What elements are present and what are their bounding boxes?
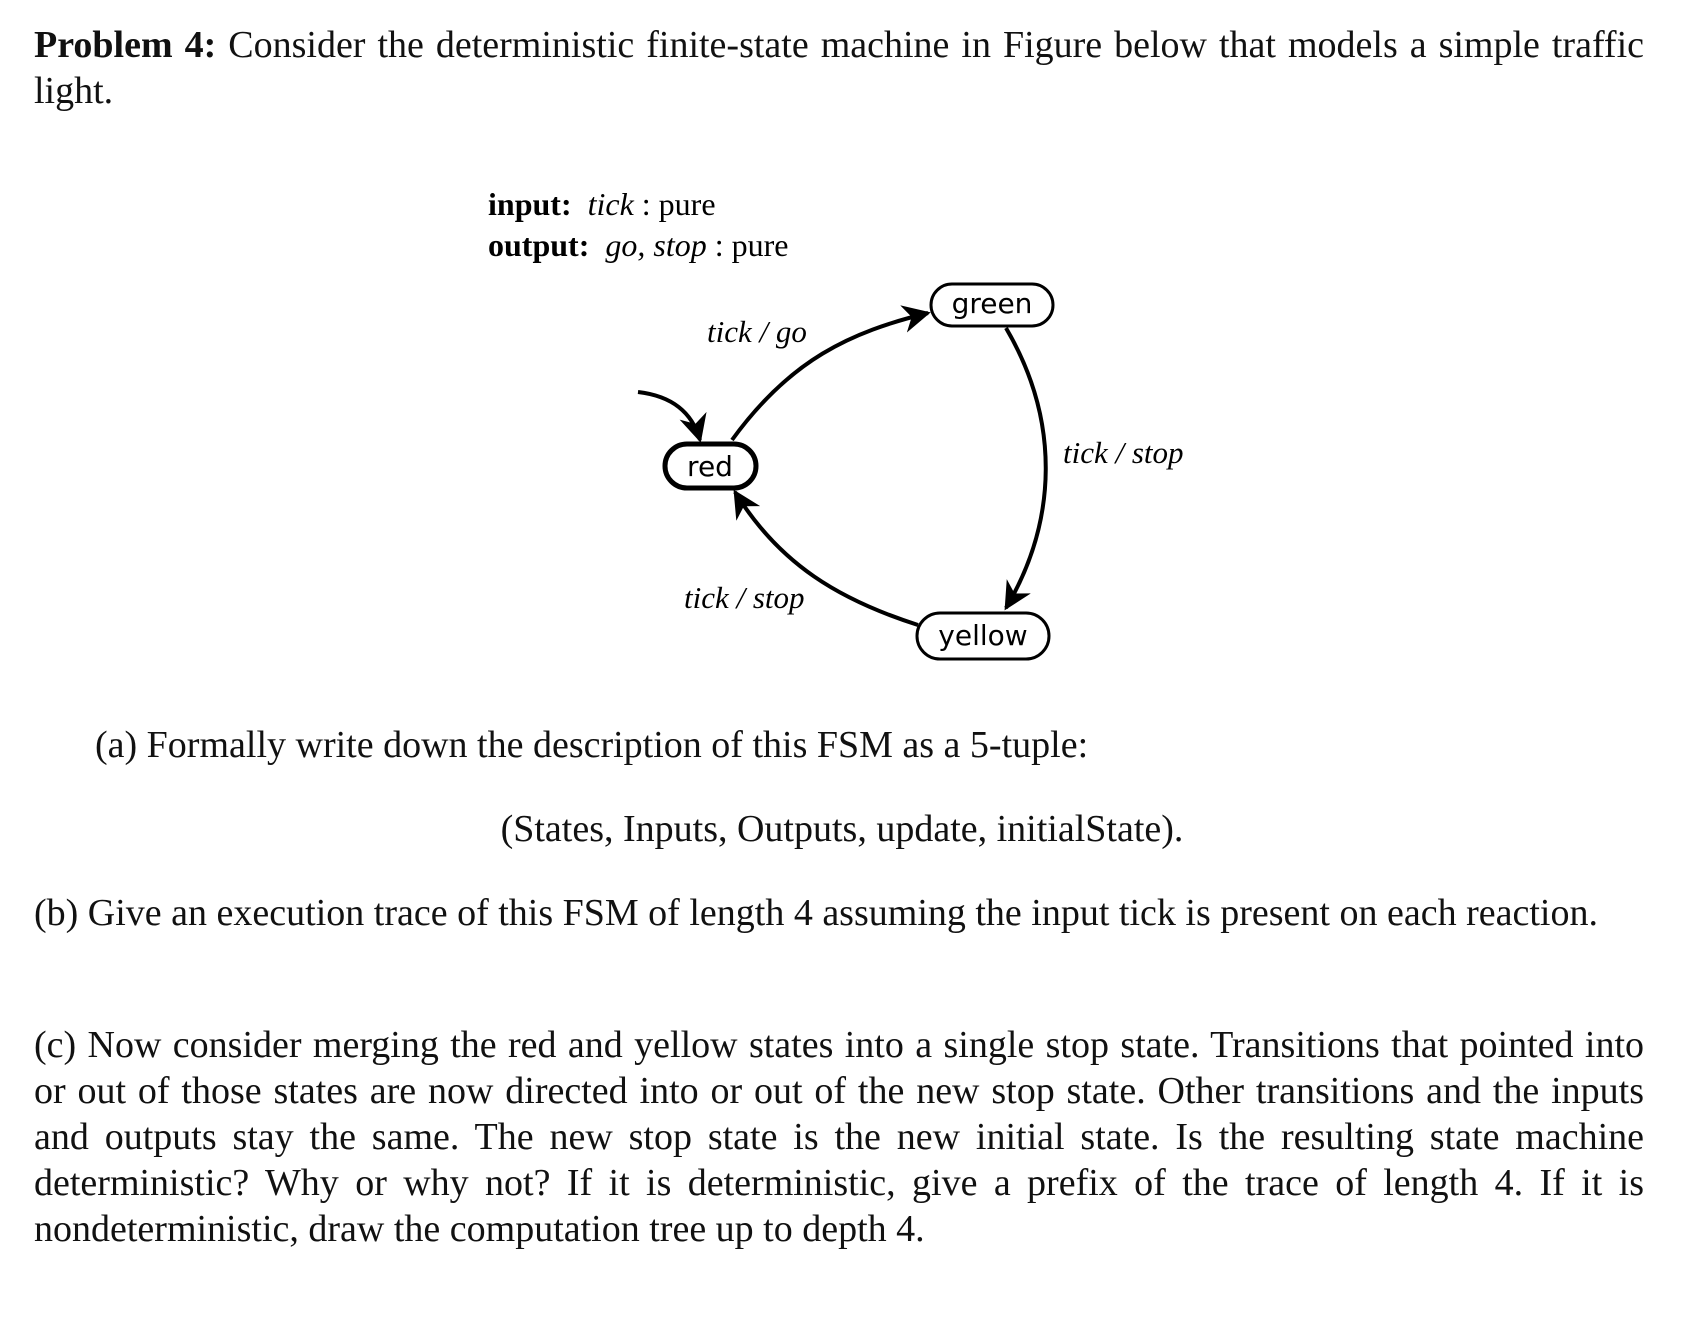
- state-yellow-label: yellow: [938, 619, 1028, 652]
- problem-label: Problem 4:: [34, 24, 217, 66]
- initial-state-arrow: [638, 392, 700, 440]
- input-type: : pure: [641, 186, 716, 222]
- output-type: : pure: [714, 227, 789, 263]
- label-red-to-green: tick / go: [707, 314, 807, 349]
- state-green-label: green: [951, 287, 1033, 320]
- label-yellow-to-red: tick / stop: [684, 580, 805, 615]
- input-signal: tick: [587, 186, 634, 222]
- part-a-text: (a) Formally write down the description of this FSM as a 5-tuple:: [95, 724, 1089, 766]
- output-signals: go, stop: [605, 227, 707, 263]
- state-red-label: red: [687, 450, 733, 483]
- transition-green-to-yellow: [1006, 328, 1046, 608]
- label-green-to-yellow: tick / stop: [1063, 435, 1184, 470]
- input-declaration: [488, 186, 716, 222]
- output-declaration: [488, 227, 788, 263]
- output-label: output:: [488, 227, 590, 263]
- problem-intro: Consider the deterministic finite-state machine in Figure below that models a simple traffic light.: [34, 24, 1644, 112]
- input-label: input:: [488, 186, 572, 222]
- part-a-tuple: (States, Inputs, Outputs, update, initialState).: [500, 808, 1184, 850]
- part-b-text: (b) Give an execution trace of this FSM of length 4 assuming the input tick is present on each reaction.: [34, 892, 1598, 934]
- part-c-text: (c) Now consider merging the red and yellow states into a single stop state. Transitions that pointed into or out of those states are now directed into or out of the new stop state. Other transitions and the inputs and outputs stay the same. The new stop state is the new initial state. Is the resulting state machine deterministic? Why or why not? If it is deterministic, give a prefix of the trace of length 4. If it is nondeterministic, draw the computation tree up to depth 4.: [34, 1024, 1644, 1250]
